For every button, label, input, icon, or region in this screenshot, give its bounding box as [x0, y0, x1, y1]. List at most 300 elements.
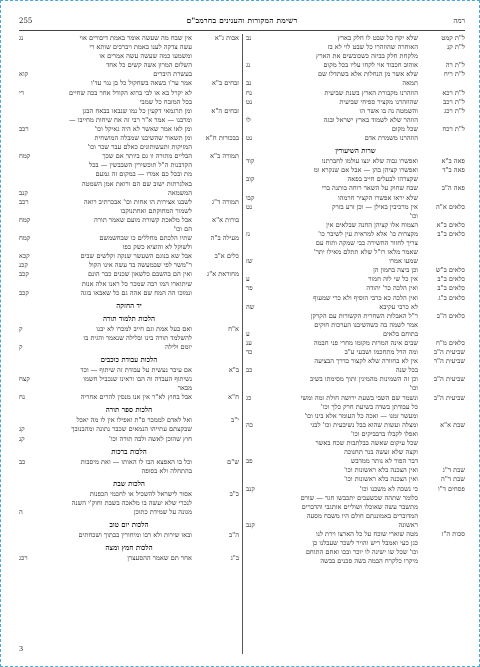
entry-text: צריך לחזור החשירה כבי שמקה ותוח עם	[315, 238, 418, 247]
running-header	[19, 14, 465, 31]
entry-page-number	[246, 448, 268, 457]
section-heading: יד החזקה	[116, 300, 142, 310]
index-entry	[19, 189, 239, 198]
entry-source-ref	[195, 225, 239, 234]
entry-source-ref	[421, 548, 465, 557]
entry-source-ref	[421, 521, 465, 530]
entry-source-ref	[195, 70, 239, 79]
entry-source-ref	[421, 430, 465, 439]
entry-source-ref: בבכורות ח"א	[205, 134, 239, 143]
entry-source-ref: אבות ג"א	[214, 34, 239, 42]
entry-page-number: כה	[246, 420, 254, 429]
index-entry	[19, 375, 239, 384]
entry-text: ואין הלכה כא כרבי הוסיף ולא כרי שמעוף	[313, 293, 418, 302]
entry-text: אין לא בחוורה שלא לקצור בדרך הבציעה	[314, 357, 418, 366]
entry-page-number	[19, 98, 41, 107]
index-entry	[246, 275, 465, 284]
index-entry	[19, 325, 239, 334]
index-entry	[246, 134, 465, 143]
entry-page-number: ע	[246, 329, 250, 338]
entry-page-number: ענ	[246, 339, 252, 347]
entry-text: לא כרבי עקיבא	[379, 302, 418, 311]
book-page	[19, 14, 465, 654]
entry-source-ref: כלאים ה"ב	[436, 311, 465, 320]
entry-text: אין מרכיבין באילן — וכן זרע בזרק	[331, 202, 418, 211]
entry-page-number	[19, 280, 41, 289]
index-entry	[19, 180, 239, 189]
right-column	[242, 34, 465, 654]
entry-source-ref: כלאים ב"א	[436, 220, 465, 229]
entry-source-ref	[195, 143, 239, 152]
index-entry	[19, 467, 239, 476]
section-heading: הלכות חמץ ומצה	[105, 543, 153, 553]
entry-page-number	[246, 512, 268, 521]
entry-text: לשמור המחוקתם ואחתנוקבו	[120, 206, 192, 215]
entry-source-ref: מחוראת א"ג	[207, 270, 239, 279]
entry-source-ref: ש"ם	[227, 457, 239, 466]
entry-page-number	[19, 243, 41, 252]
entry-text: הם וכו'	[173, 224, 192, 233]
entry-page-number	[19, 79, 41, 88]
entry-page-number: קכנ	[19, 261, 28, 270]
entry-page-number	[19, 134, 41, 143]
entry-page-number	[246, 266, 268, 275]
entry-source-ref	[195, 170, 239, 179]
entry-source-ref	[421, 384, 465, 393]
entry-text: הקדבנות ה"ל תוכשירין השבבשין — בכל	[89, 161, 192, 170]
index-entry	[19, 61, 239, 70]
entry-source-ref	[195, 375, 239, 384]
entry-text: אם עיבר נעשית על עבודת זה שיתוף — וכד	[80, 366, 192, 374]
entry-source-ref	[195, 207, 239, 216]
index-entry	[246, 475, 465, 484]
entry-text: מלקחת חלק בביזה כשכובשים את הארץ	[315, 52, 418, 61]
entry-source-ref	[421, 503, 465, 512]
entry-text: ר"ל האבלות השחרית הקשורות עם הקרקן	[310, 311, 418, 320]
entry-source-ref	[421, 366, 465, 375]
index-entry	[246, 494, 465, 503]
section-heading: הלכות ברכות	[111, 446, 147, 456]
entry-page-number	[246, 166, 268, 175]
index-entry	[246, 107, 465, 116]
entry-text: ר"משר לפי שבמעשה בד עשה אינו הקול	[88, 261, 192, 270]
index-entry	[246, 194, 465, 203]
entry-text: אין כל שי לוה חמור	[368, 275, 418, 284]
index-entry	[19, 170, 239, 179]
entry-text: ואין הלכה כר' יהודה	[366, 284, 418, 293]
entry-source-ref: א"ח	[228, 324, 239, 333]
entry-text: הוזהרנו מקבורת הארץ בשנת שביעית	[324, 88, 418, 97]
entry-page-number: נג	[246, 61, 251, 70]
index-entry	[246, 457, 465, 466]
entry-text: עשה צדקה לענו באמת ויברכים שותא רי	[89, 43, 192, 52]
entry-text: וכו'	[409, 384, 418, 393]
entry-source-ref: כלאים ב"ב	[437, 275, 465, 284]
entry-source-ref: י"ב	[231, 416, 239, 425]
entry-source-ref	[421, 303, 465, 312]
index-entry	[246, 412, 465, 421]
entry-text: שיתוארו המו רבה שמכר כל ראנו אלה אנות	[81, 279, 192, 288]
entry-text: כי נשכה לא משכנו וכו'	[359, 484, 418, 493]
index-entry	[246, 430, 465, 439]
entry-source-ref	[421, 134, 465, 143]
entry-page-number: קכב	[19, 270, 29, 279]
index-entry	[246, 485, 465, 494]
entry-page-number	[19, 52, 41, 61]
index-entry	[246, 339, 465, 348]
left-column	[19, 34, 242, 654]
index-entry	[246, 248, 465, 257]
entry-source-ref: פאה ב"ד	[442, 166, 465, 175]
entry-page-number	[246, 70, 268, 79]
entry-page-number	[246, 475, 268, 484]
entry-text: שקצרהו לבעלים חייב בפאה	[347, 175, 418, 184]
entry-page-number: נט	[246, 97, 253, 106]
entry-text: שבים אינה המרות מקומו מחרי פני חבמה	[313, 339, 418, 347]
entry-page-number: כד	[246, 348, 253, 357]
entry-page-number	[19, 161, 41, 170]
entry-text: דבר הפור לא נותר ממדבש	[350, 457, 418, 466]
entry-page-number	[246, 321, 268, 330]
index-entry	[246, 384, 465, 393]
entry-page-number: קמח	[19, 215, 31, 224]
header-right-word: רמה	[453, 17, 465, 25]
entry-text: הוזהר שלא לשמוד בארץ ישראל ובגה	[323, 115, 418, 124]
index-entry	[246, 212, 465, 221]
entry-source-ref	[195, 125, 239, 134]
entry-text: האוחרה שהוזהרו כל שבט לוי לא בז	[327, 43, 418, 52]
entry-text: ומה הדל מתחכמו ושבעי ע"ב	[344, 348, 418, 357]
index-entry	[19, 270, 239, 279]
entry-text: שכל עיקום שאשה בבלתבות שכח באשר	[315, 439, 418, 448]
index-entry	[246, 466, 465, 475]
index-entry	[246, 539, 465, 548]
index-entry	[246, 557, 465, 566]
entry-page-number: רכב	[19, 124, 29, 133]
entry-page-number	[246, 43, 268, 52]
entry-page-number: ק	[19, 324, 23, 333]
entry-source-ref	[421, 403, 465, 412]
entry-source-ref	[421, 116, 465, 125]
index-entry	[19, 366, 239, 375]
index-entry	[246, 266, 465, 275]
entry-text: ראשונה	[398, 520, 418, 529]
index-entry	[19, 125, 239, 134]
entry-source-ref	[421, 439, 465, 448]
entry-text: המזיקות ותעשותונים כאלם עבר שכר וכו'	[87, 143, 192, 152]
entry-source-ref: זבחים ה"א	[211, 106, 239, 115]
entry-source-ref	[195, 116, 239, 125]
entry-page-number: נח	[246, 88, 253, 97]
index-entry	[19, 198, 239, 207]
entry-page-number: קנב	[246, 484, 255, 493]
entry-text: שלא יראו אפשרו הקציר חרמהו	[338, 193, 418, 202]
entry-page-number: קצח	[19, 375, 30, 384]
entry-text: המדוברים באמוננתם חולם היו משבח מסעה	[306, 511, 418, 520]
left_column-entries	[19, 34, 239, 654]
entry-source-ref: ל"ת ריח	[443, 70, 465, 79]
entry-source-ref	[421, 248, 465, 257]
entry-text: ואין הצכנה בלא ראשונות וכו'	[344, 466, 418, 475]
entry-page-number: ק	[19, 342, 23, 351]
index-entry	[246, 448, 465, 457]
index-entry	[19, 70, 239, 79]
entry-text: ומן לאו אמר שאשר לא היה גאיקל וכו'	[94, 124, 192, 133]
index-entry	[19, 499, 239, 508]
entry-source-ref	[195, 161, 239, 170]
entry-text: ונמוכו הה המח שם אהה גם כל שאבאו בוגה	[80, 288, 192, 297]
entry-page-number: קוא	[19, 70, 29, 79]
entry-page-number: קכב	[19, 288, 29, 297]
entry-text: בתוחם בלאים	[382, 329, 418, 338]
entry-page-number: קכא	[19, 252, 30, 261]
entry-source-ref	[195, 189, 239, 198]
entry-text: אוהוב חכבוד אוי לקחו עליו בכל מקום	[323, 61, 418, 70]
entry-source-ref	[195, 425, 239, 434]
index-entry	[246, 503, 465, 512]
index-entry	[246, 394, 465, 403]
entry-page-number	[246, 430, 268, 439]
entry-source-ref: ח"א	[228, 393, 239, 402]
entry-text: ואפלו לקבלו ברבביקים וכו'	[350, 429, 418, 438]
index-entry	[19, 225, 239, 234]
entry-page-number	[246, 494, 268, 503]
index-entry	[19, 334, 239, 343]
entry-source-ref: שביעית ה"ב	[433, 375, 465, 384]
entry-text: לנכרי שלא יעשה בו מלאכה בשבת וחוק'י השנה	[71, 498, 192, 507]
entry-page-number: נט	[246, 202, 253, 211]
entry-source-ref	[421, 257, 465, 266]
entry-page-number	[19, 366, 41, 375]
index-entry	[246, 34, 465, 43]
entry-text: שאמר מלאו רו"ל שלא תתלם מאילו יתר'	[313, 248, 418, 257]
entry-page-number	[246, 503, 268, 512]
entry-text: ומעשר זמנו — ואכה כל העומר אלא בינו וכו'	[304, 411, 418, 420]
entry-source-ref	[195, 289, 239, 298]
entry-text: מבאר	[177, 384, 192, 393]
entry-source-ref	[195, 467, 239, 476]
entry-source-ref: שביעית ה"ב	[433, 393, 465, 402]
index-entry	[246, 116, 465, 125]
page-number: 255	[19, 17, 33, 25]
entry-page-number: נב	[246, 79, 252, 88]
entry-text: המשמאה	[167, 188, 192, 197]
entry-text: וכו' שכל שו ישינה לו יוכר ובכו ואחם התוחם	[305, 548, 418, 557]
entry-page-number: רכג	[19, 554, 28, 563]
entry-page-number	[19, 225, 41, 234]
section-heading: הלכות ספר תורה	[105, 405, 153, 415]
entry-source-ref	[421, 52, 465, 61]
entry-page-number	[19, 61, 41, 70]
entry-page-number	[246, 412, 268, 421]
index-entry	[19, 490, 239, 499]
index-entry	[19, 458, 239, 467]
entry-page-number: קנב	[19, 188, 28, 197]
entry-text: ואל לאדם לממכר ס"ת ואפילו אין לו מה יאכל	[76, 416, 192, 425]
entry-page-number: רכב	[19, 197, 29, 206]
entry-text: ובאו שירות ולא רבו ומיחורין בבתוך ושכחתים	[78, 531, 192, 540]
entry-source-ref: ל"ת רכג	[444, 106, 465, 115]
entry-text: שלא אשר מן הנחלות אלא בשתדלו שם	[318, 70, 418, 79]
index-entry	[246, 284, 465, 293]
entry-source-ref: ל"ת רכא	[442, 88, 465, 97]
entry-text: הוזהרנו משמרת אדם	[364, 134, 418, 143]
entry-page-number	[19, 43, 41, 52]
entry-source-ref	[195, 98, 239, 107]
two-column-body	[19, 34, 465, 654]
index-entry	[246, 43, 465, 52]
entry-text: שלא יקח כל שבט לו חלק בארץ	[337, 34, 418, 42]
entry-page-number	[246, 530, 268, 539]
entry-page-number	[246, 557, 268, 566]
entry-page-number	[246, 312, 268, 321]
entry-text: ומשמעו כמה שעשה עשה אמרים או	[99, 52, 192, 61]
index-entry	[246, 403, 465, 412]
entry-text: ולשוקל לא והוציא כשק כפו	[122, 243, 192, 252]
section-heading: שרות השיעורין	[335, 146, 376, 156]
index-entry	[246, 512, 465, 521]
entry-source-ref: שביעית ה"ב	[433, 348, 465, 357]
entry-page-number: נב	[246, 34, 252, 42]
index-entry	[246, 312, 465, 321]
entry-text: ואם בעל אמת וגם חייב למכרו לא יבנו	[96, 324, 192, 333]
entry-source-ref: כלאים ב"ב	[437, 229, 465, 238]
entry-text: אין שבח מה שעשה אומר באמת דיבורים אוי	[79, 34, 192, 42]
entry-text: תמאה	[402, 79, 418, 88]
index-entry	[246, 521, 465, 530]
entry-source-ref: ב"א	[228, 366, 239, 374]
entry-source-ref: תמורה ב"א	[210, 152, 239, 161]
entry-source-ref	[195, 508, 239, 517]
header-title: רשימת המקורות והענינים בחרמב"ם	[186, 16, 298, 25]
section-heading: הלכות שבת	[113, 478, 145, 488]
entry-source-ref	[421, 175, 465, 184]
entry-text: שבקצתם עתייהו הנמאים שכבר נתונה ומהבנובך	[71, 425, 192, 434]
index-entry	[19, 416, 239, 425]
index-entry	[246, 203, 465, 212]
entry-page-number	[246, 52, 268, 61]
entry-source-ref: כלים א"ב	[214, 252, 239, 261]
entry-source-ref	[195, 61, 239, 70]
entry-text: וכן זה השמינות מהמינין ותוך מסימתו בשיב	[309, 375, 418, 384]
entry-text: בהתחלה ולא בסופה	[141, 466, 192, 475]
entry-page-number	[19, 334, 41, 343]
entry-page-number: קנ	[19, 425, 25, 434]
index-entry	[19, 243, 239, 252]
entry-source-ref	[195, 52, 239, 61]
index-entry	[246, 61, 465, 70]
entry-text: השלום המרון אשה קשים כל אחד	[106, 61, 192, 70]
index-entry	[19, 107, 239, 116]
entry-text: אבל בחוץ לא"ר אין אנו מנסין להרים אחריה	[80, 393, 192, 402]
entry-source-ref: ב"ג	[230, 554, 239, 563]
index-entry	[246, 357, 465, 366]
entry-source-ref: ל"ת קנ	[447, 43, 465, 52]
index-entry	[246, 98, 465, 107]
index-entry	[19, 343, 239, 352]
index-entry	[19, 98, 239, 107]
section-heading: הלכות עבודת כוכבים	[100, 355, 158, 364]
index-entry	[19, 216, 239, 225]
section-heading: הלכות תלמוד תורה	[102, 313, 156, 323]
entry-text: מתשבר עשה שאוכלו ושוליים אותגבי והדברים	[301, 502, 418, 511]
entry-page-number: נז	[246, 229, 250, 238]
entry-page-number: קמח	[19, 234, 31, 243]
entry-text: שבח שחוק על השאר רוחה בותנה ברי	[321, 184, 418, 193]
index-entry	[246, 375, 465, 384]
entry-source-ref	[421, 539, 465, 548]
entry-page-number	[246, 357, 268, 366]
entry-source-ref: כלאים מ"ח	[435, 339, 465, 347]
entry-text: מת ובכל כם אמרו — במקום זה גמעם	[95, 170, 192, 179]
entry-source-ref: ל"ת רה	[445, 61, 465, 70]
entry-text: אבל מלאכת קשורת מועם שאמר תורה	[94, 215, 192, 224]
entry-text: באלגרתות ישוב שם הם ורואת אמן השמטה	[81, 179, 192, 188]
entry-source-ref	[195, 43, 239, 52]
index-entry	[246, 257, 465, 266]
entry-page-number	[246, 539, 268, 548]
entry-text: לא יקרל בא או לבי ברוא הקודל אחר בכה שחיים	[68, 88, 192, 97]
entry-page-number	[19, 384, 41, 393]
index-entry	[19, 425, 239, 434]
index-entry	[246, 184, 465, 193]
entry-source-ref	[421, 512, 465, 521]
index-entry	[246, 321, 465, 330]
entry-text: הצמוח אלו קציהן החנה שבלאים אין	[326, 220, 418, 229]
entry-source-ref: פסחים ד"ו	[438, 484, 465, 493]
index-entry	[19, 252, 239, 261]
index-entry	[19, 508, 239, 517]
entry-text: ואין הם בהשבם כלשאון שכנים כבר הונם	[87, 270, 192, 279]
entry-text: אחר תם שאמר ההסעצרן	[127, 554, 192, 563]
entry-text: חוץ שהוכן לאשה ולבה תורה וכו'	[109, 434, 192, 443]
entry-page-number	[19, 499, 41, 508]
entry-page-number	[246, 212, 268, 221]
entry-page-number	[19, 416, 41, 425]
entry-page-number: שז	[246, 257, 253, 266]
entry-source-ref: שבת ד"ה	[441, 475, 465, 484]
entry-source-ref	[195, 384, 239, 393]
entry-source-ref	[195, 180, 239, 189]
entry-text: שמעו אמרו	[389, 257, 418, 266]
entry-text: מטה שוארי שוכח על כל הארצו וירת לנו	[316, 529, 418, 538]
entry-page-number	[19, 467, 41, 476]
entry-source-ref	[421, 239, 465, 248]
entry-source-ref: ל"ת רכב	[443, 97, 465, 106]
index-entry	[246, 439, 465, 448]
entry-source-ref	[195, 435, 239, 444]
entry-text: ומן תשאור שהשיבנו שמבלה המושחית	[94, 134, 192, 143]
entry-page-number: פר	[246, 284, 253, 293]
entry-text: והשמטה נה בו אשר הו	[359, 106, 418, 115]
page-footer	[19, 644, 465, 654]
index-entry	[19, 152, 239, 161]
entry-source-ref: פאה ה"ב	[441, 184, 465, 193]
index-entry	[19, 143, 239, 152]
index-entry	[246, 125, 465, 134]
index-entry	[19, 435, 239, 444]
entry-source-ref	[195, 280, 239, 289]
index-entry	[19, 280, 239, 289]
entry-page-number	[246, 375, 268, 384]
entry-text: וכן ביצה בחמון הן	[373, 266, 418, 275]
entry-text: מקצרות כו' אלא למראית עין לשיבר כו'	[318, 229, 418, 238]
index-entry	[246, 330, 465, 339]
entry-source-ref: שבת ד"ג	[442, 466, 465, 475]
entry-text: כלומר שתהה שכשעבים יתכבשו חגר — שורם	[300, 493, 418, 502]
entry-page-number: שה	[246, 302, 255, 311]
entry-text: אסור לישראל להשכיל או לחכמי הכפנות	[89, 489, 192, 498]
